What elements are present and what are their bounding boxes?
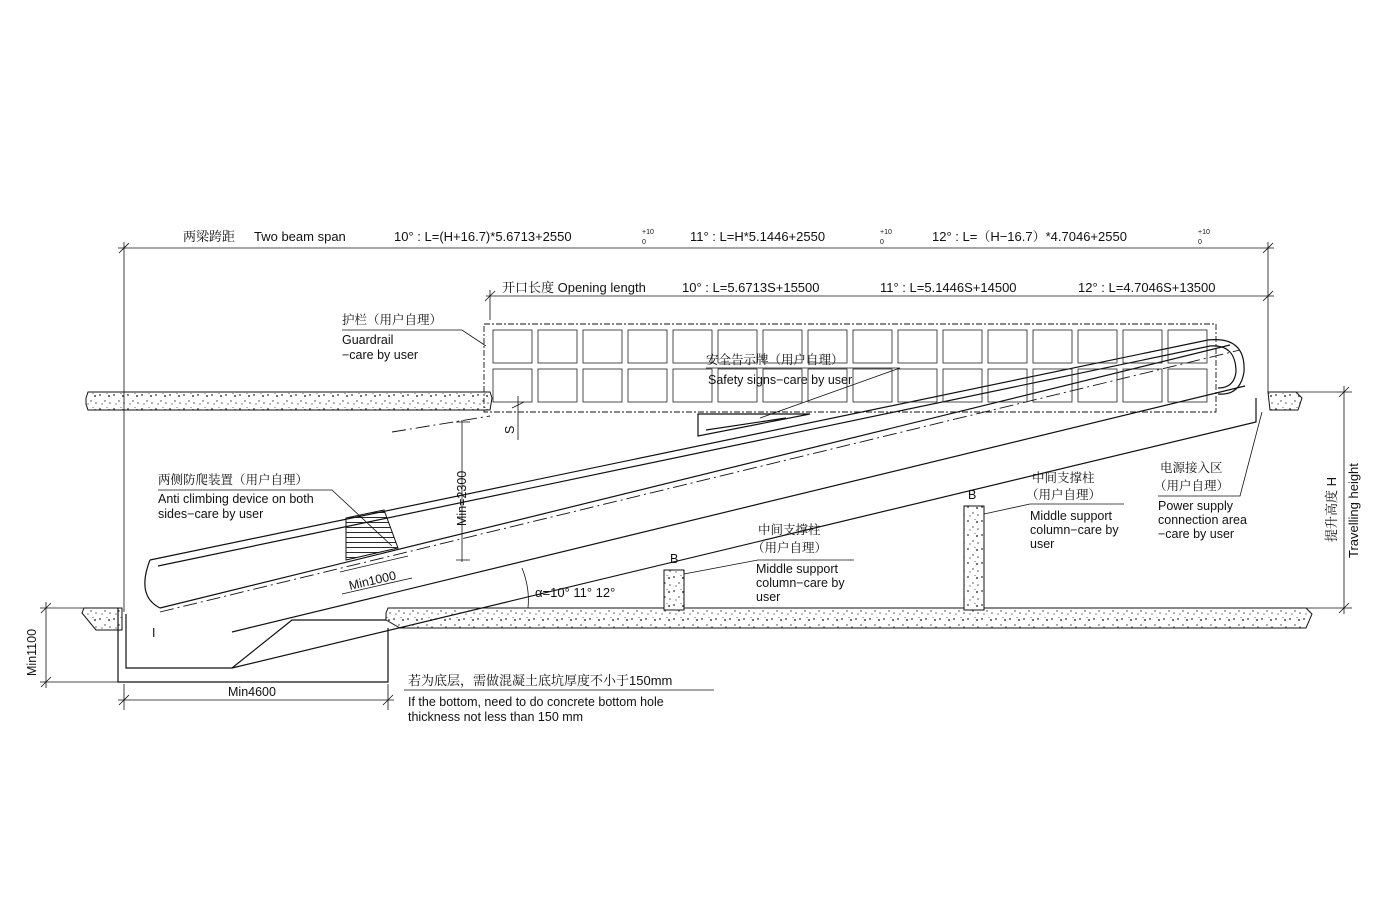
s-dimension-label: S (503, 425, 517, 434)
upper-floor-slab (86, 392, 1302, 410)
guardrail-en-label-1: Guardrail (342, 333, 394, 347)
anti-climb-cn-label: 两侧防爬装置（用户自理） (158, 473, 309, 487)
min4600-label: Min4600 (228, 685, 276, 699)
guardrail-panel (493, 330, 532, 363)
guardrail-panel (1078, 330, 1117, 363)
support-column-right (964, 506, 984, 610)
support-left-en-1: Middle support (756, 562, 838, 576)
beam-span-formula-10: 10° : L=(H+16.7)*5.6713+2550 (394, 229, 572, 244)
beam-span-en-label: Two beam span (254, 229, 346, 244)
guardrail-panel (943, 369, 982, 402)
beam-span-tol-upper-11: +10 (880, 229, 892, 236)
opening-length-label: 开口长度 Opening length (502, 280, 646, 295)
guardrail-panel (1033, 330, 1072, 363)
power-en-1: Power supply (1158, 499, 1234, 513)
beam-span-tol-upper-12: +10 (1198, 229, 1210, 236)
opening-formula-11: 11° : L=5.1446S+14500 (880, 280, 1017, 295)
min2300-label: Min=2300 (455, 470, 469, 526)
guardrail-panel (538, 369, 577, 402)
guardrail-panel (628, 369, 667, 402)
travel-height-cn-label: 提升高度 H (1324, 476, 1339, 542)
support-right-en-3: user (1030, 537, 1055, 551)
inclination-angle-label: α=10° 11° 12° (535, 585, 616, 600)
support-left-mark: B (670, 552, 679, 566)
guardrail-panel (583, 369, 622, 402)
power-en-2: connection area (1158, 513, 1247, 527)
support-right-cn-2: （用户自理） (1026, 488, 1102, 502)
guardrail-panel (898, 330, 937, 363)
guardrail-panel (538, 330, 577, 363)
guardrail-panel (673, 369, 712, 402)
guardrail-panel (1123, 330, 1162, 363)
support-left-en-2: column−care by (756, 576, 845, 590)
power-cn-1: 电源接入区 (1160, 461, 1223, 475)
guardrail-panel (493, 369, 532, 402)
beam-span-formula-12: 12° : L=（H−16.7）*4.7046+2550 (932, 229, 1127, 244)
guardrail-panel (943, 330, 982, 363)
beam-span-tol-lower-11: 0 (880, 239, 884, 246)
beam-span-cn-label: 两梁跨距 (183, 229, 236, 244)
bottom-note-en-1: If the bottom, need to do concrete bottom hole (408, 695, 664, 709)
support-right-en-2: column−care by (1030, 523, 1119, 537)
support-right-cn-1: 中间支撑柱 (1032, 471, 1095, 485)
safety-signs-cn-label: 安全告示牌（用户自理） (706, 353, 844, 367)
beam-span-tol-lower-10: 0 (642, 239, 646, 246)
support-column-left (664, 570, 684, 610)
bottom-note-en-2: thickness not less than 150 mm (408, 710, 584, 724)
support-left-cn-1: 中间支撑柱 (758, 523, 821, 537)
detail-i-mark: I (152, 626, 156, 640)
opening-formula-12: 12° : L=4.7046S+13500 (1078, 280, 1216, 295)
guardrail-panel (853, 369, 892, 402)
support-left-cn-2: （用户自理） (752, 541, 828, 555)
support-left-en-3: user (756, 590, 781, 604)
bottom-note-cn: 若为底层，需做混凝土底坑厚度不小于150mm (408, 673, 673, 688)
power-en-3: −care by user (1158, 527, 1235, 541)
travel-height-en-label: Travelling height (1346, 463, 1361, 558)
safety-signs-en-label: Safety signs−care by user (708, 373, 853, 387)
power-cn-2: （用户自理） (1154, 479, 1230, 493)
anti-climb-en-label-1: Anti climbing device on both (158, 492, 314, 506)
guardrail-panel (628, 330, 667, 363)
min1100-label: Min1100 (25, 628, 39, 676)
lower-floor-slab (82, 608, 1312, 630)
min1000-label: Min1000 (347, 568, 398, 593)
opening-formula-10: 10° : L=5.6713S+15500 (682, 280, 820, 295)
bottom-pit (118, 608, 388, 682)
beam-span-formula-11: 11° : L=H*5.1446+2550 (690, 229, 826, 244)
beam-span-tol-lower-12: 0 (1198, 239, 1202, 246)
guardrail-en-label-2: −care by user (342, 348, 419, 362)
guardrail-panel (853, 330, 892, 363)
guardrail-panel (583, 330, 622, 363)
guardrail-panel (988, 330, 1027, 363)
support-right-mark: B (968, 488, 977, 502)
anti-climb-en-label-2: sides−care by user (158, 507, 264, 521)
beam-span-tol-upper-10: +10 (642, 229, 654, 236)
support-right-en-1: Middle support (1030, 509, 1112, 523)
guardrail-cn-label: 护栏（用户自理） (342, 313, 443, 327)
